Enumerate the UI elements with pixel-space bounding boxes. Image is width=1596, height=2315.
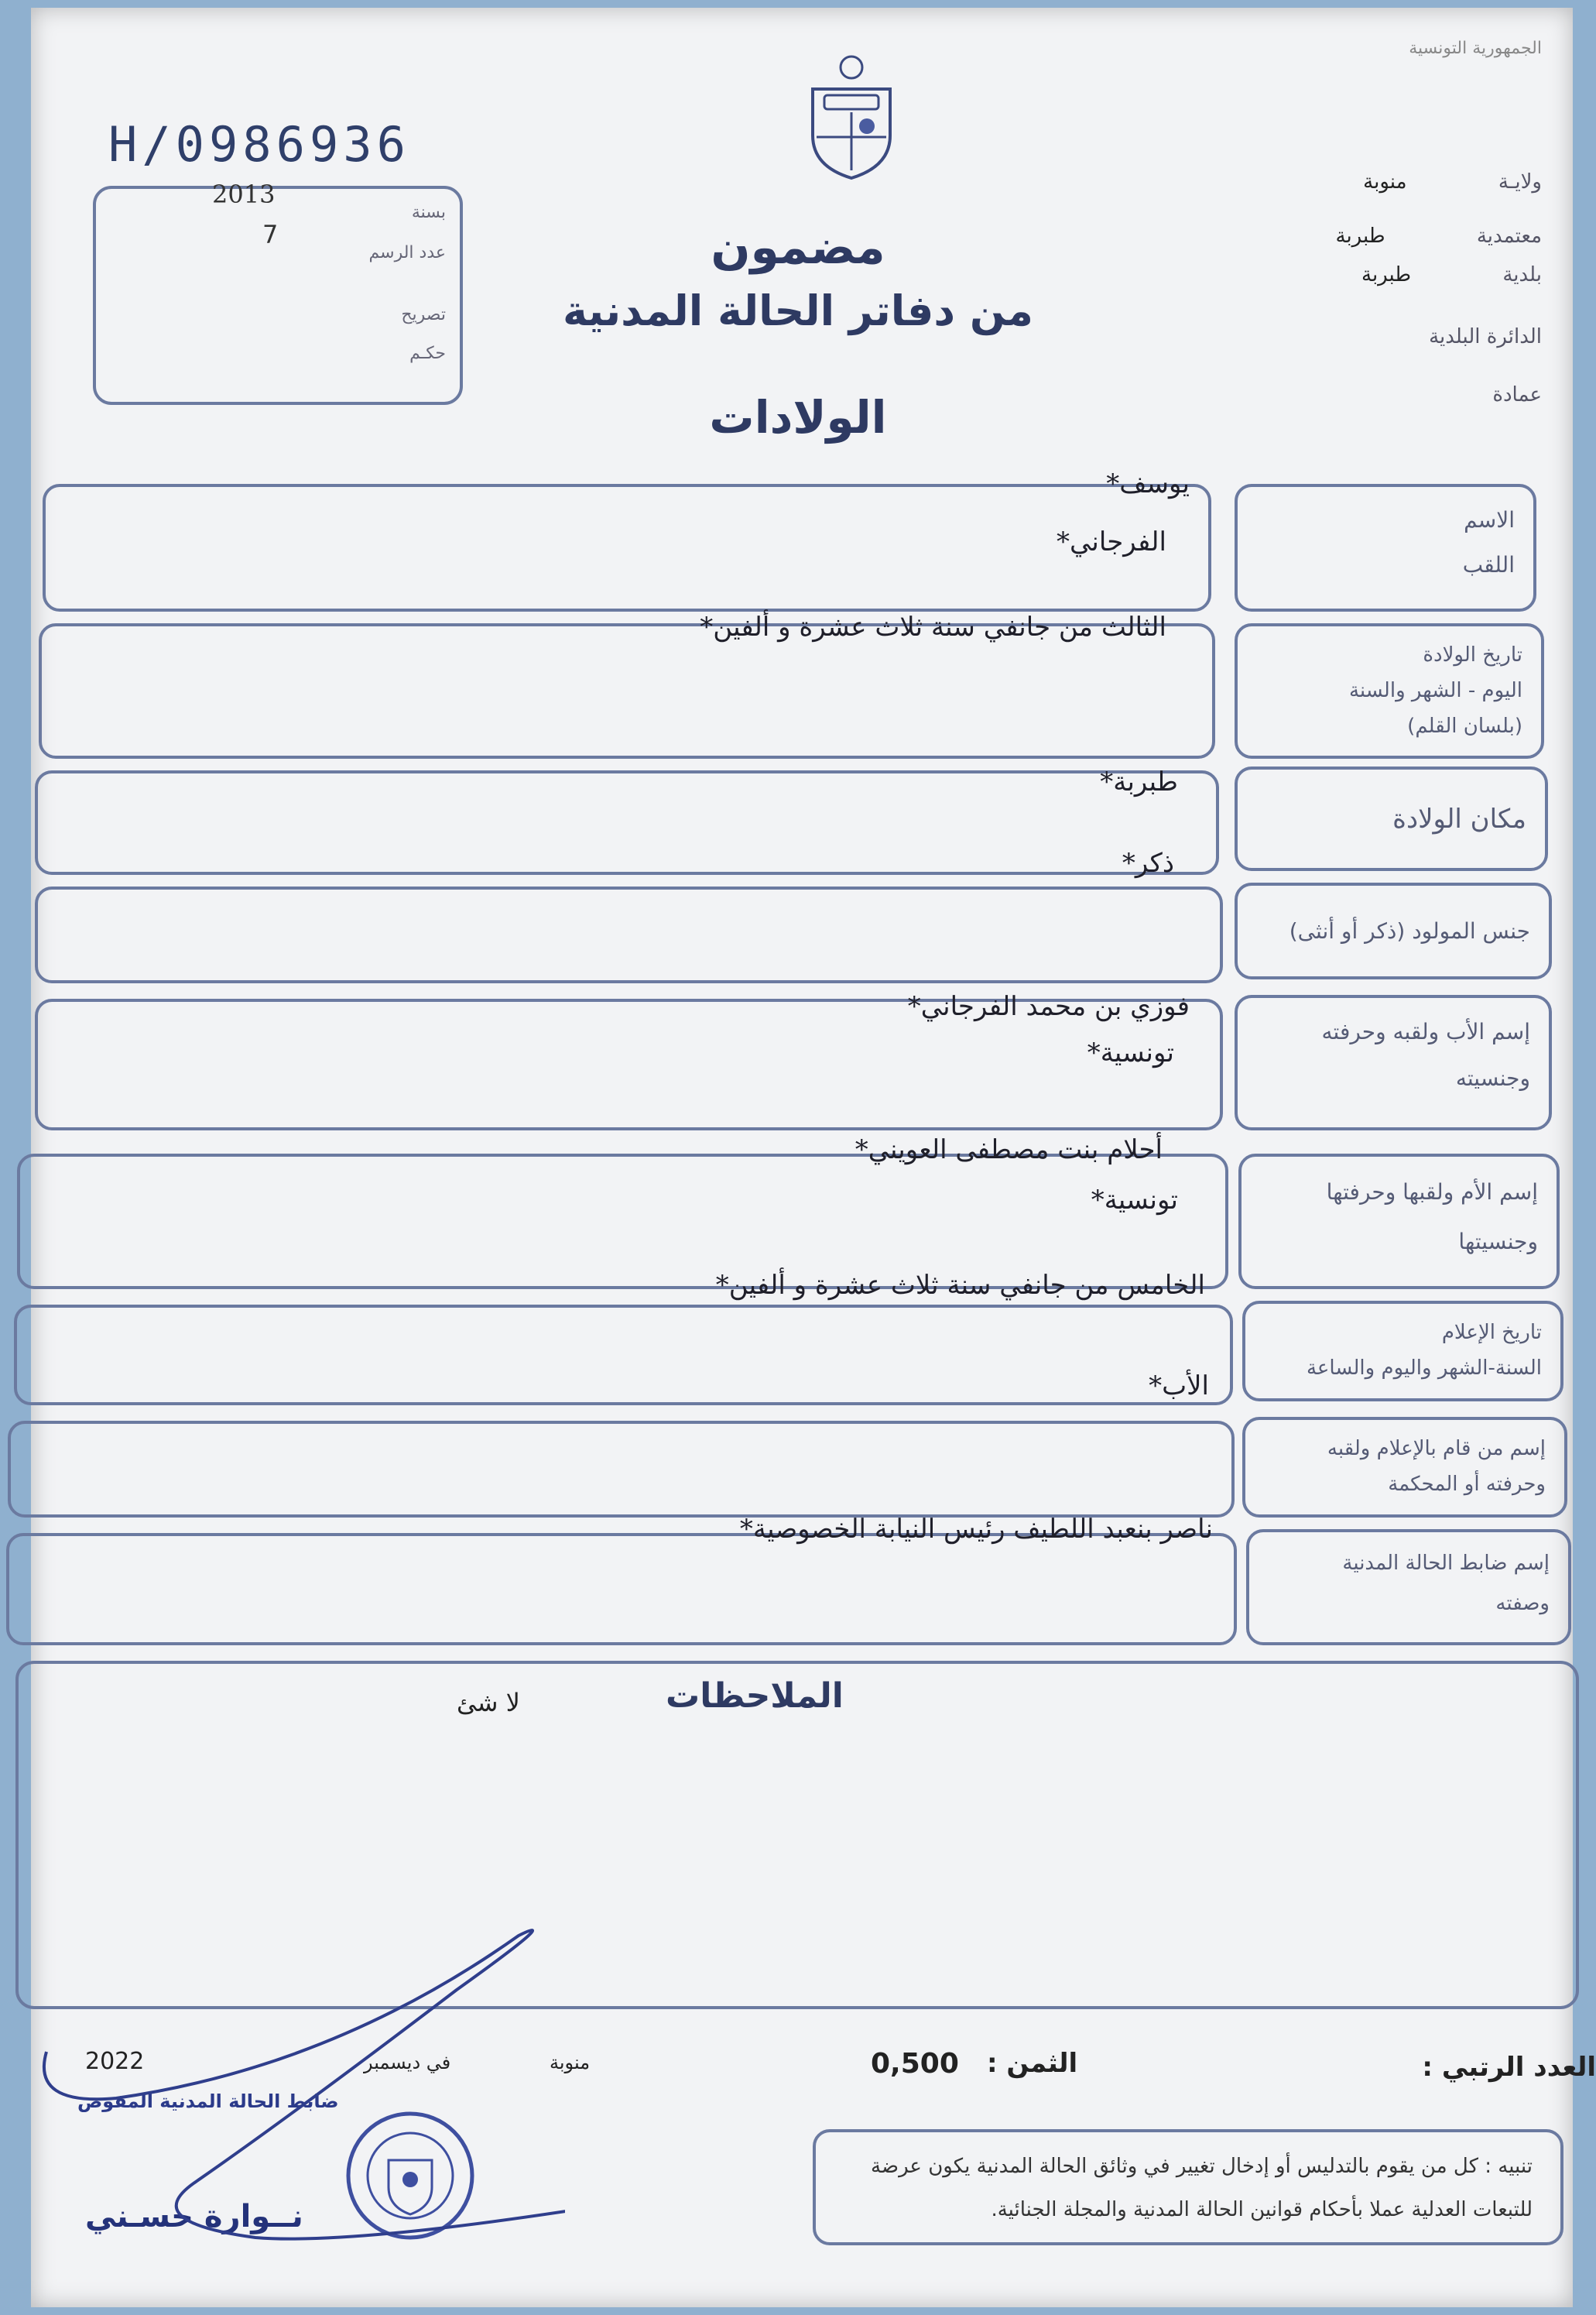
signature-scribble-icon xyxy=(23,1928,565,2253)
serial-label: العدد الرتبي : xyxy=(1422,2052,1596,2083)
label-sex: جنس المولود (ذكر أو أنثى) xyxy=(1289,918,1530,944)
governorate-row xyxy=(1363,170,1542,194)
value-box-declaration-date xyxy=(14,1305,1233,1405)
coat-of-arms-icon xyxy=(801,50,902,182)
label-mother: إسم الأم ولقبها وحرفتها xyxy=(1326,1179,1538,1205)
first-name-value: يوسف* xyxy=(1106,468,1190,499)
label-box-father xyxy=(1235,995,1552,1130)
warning-text: تنبيه : كل من يقوم بالتدليس أو إدخال تغيير في وثائق الحالة المدنية يكون عرضة للتبعات العدلية عملا بأحكام قوانين الحالة المدنية والمجلة الجنائية. xyxy=(871,2155,1533,2221)
births-title: الولادات xyxy=(709,391,887,444)
declaration-date-value: الخامس من جانفي سنة ثلاث عشرة و ألفين* xyxy=(715,1270,1205,1301)
label-declarant: إسم من قام بالإعلام ولقبه xyxy=(1327,1437,1546,1460)
label-box-birth-date xyxy=(1235,623,1544,759)
registers-title: من دفاتر الحالة المدنية xyxy=(563,286,1033,335)
registration-number: 7 xyxy=(262,220,279,249)
label-judgment: حكـم xyxy=(409,344,446,363)
price-label: الثمن : xyxy=(987,2048,1078,2079)
year-value: 2022 xyxy=(85,2048,145,2075)
value-box-name xyxy=(43,484,1211,612)
value-box-declarant xyxy=(8,1421,1235,1518)
label-officer: إسم ضابط الحالة المدنية xyxy=(1342,1552,1550,1575)
registration-year: 2013 xyxy=(212,180,276,209)
label-mother-nationality: وجنسيتها xyxy=(1458,1229,1538,1254)
value-box-mother xyxy=(17,1154,1228,1289)
label-birth-place: مكان الولادة xyxy=(1392,804,1526,835)
value-box-officer xyxy=(6,1533,1237,1645)
notes-value: لا شئ xyxy=(457,1688,520,1717)
label-declaration-date: تاريخ الإعلام xyxy=(1441,1321,1542,1344)
label-birth-date: تاريخ الولادة xyxy=(1423,643,1522,667)
birth-place-value: طبربة* xyxy=(1100,767,1178,797)
birth-date-value: الثالث من جانفي سنة ثلاث عشرة و ألفين* xyxy=(700,612,1166,643)
price-value: 0,500 xyxy=(871,2048,959,2080)
label-day-month-year: اليوم - الشهر والسنة xyxy=(1348,679,1522,702)
serial-number: H/0986936 xyxy=(108,116,410,173)
sex-value: ذكر* xyxy=(1122,848,1174,879)
label-box-sex xyxy=(1235,883,1552,979)
label-box-mother xyxy=(1238,1154,1560,1289)
sector-label: عمادة xyxy=(1492,383,1542,406)
last-name-value: الفرجاني* xyxy=(1057,526,1166,557)
value-box-birth-date xyxy=(39,623,1215,759)
label-last-name: اللقب xyxy=(1462,552,1515,578)
delegation-label: معتمدية xyxy=(1476,225,1542,248)
label-number: عدد الرسم xyxy=(368,243,446,262)
municipality-value: طبربة xyxy=(1361,263,1412,286)
governorate-label: ولايـة xyxy=(1498,170,1542,194)
mother-value: أحلام بنت مصطفى العويني* xyxy=(855,1134,1163,1165)
date-value: في ديسمبر xyxy=(364,2052,451,2073)
label-in-words: (بلسان القلم) xyxy=(1407,715,1522,738)
label-father-nationality: وجنسيته xyxy=(1455,1065,1530,1091)
signature-name: نــوارة حسـني xyxy=(85,2199,303,2234)
stamp-text: ضابط الحالة المدنية المفوض xyxy=(77,2090,339,2112)
label-year: بسنة xyxy=(411,203,446,222)
declarant-value: الأب* xyxy=(1149,1370,1209,1401)
label-declarant-occupation: وحرفته أو المحكمة xyxy=(1388,1473,1546,1496)
label-box-officer xyxy=(1246,1529,1571,1645)
value-box-sex xyxy=(35,887,1223,983)
label-box-declarant xyxy=(1242,1417,1567,1518)
father-value: فوزي بن محمد الفرجاني* xyxy=(907,991,1190,1022)
municipality-label: بلدية xyxy=(1502,263,1542,286)
place-value: منوبة xyxy=(550,2052,591,2073)
label-box-name xyxy=(1235,484,1536,612)
label-father: إسم الأب ولقبه وحرفته xyxy=(1321,1019,1530,1044)
notes-title: الملاحظات xyxy=(666,1676,844,1716)
mother-nationality-value: تونسية* xyxy=(1091,1185,1178,1216)
label-declaration: تصريح xyxy=(401,305,446,324)
governorate-value: منوبة xyxy=(1363,170,1407,194)
delegation-value: طبربة xyxy=(1335,225,1385,248)
label-declaration-datetime: السنة-الشهر واليوم والساعة xyxy=(1306,1356,1542,1380)
republic-title: الجمهورية التونسية xyxy=(1409,39,1542,58)
father-nationality-value: تونسية* xyxy=(1087,1037,1174,1068)
label-officer-title: وصفته xyxy=(1495,1592,1550,1615)
label-box-declaration-date xyxy=(1242,1301,1563,1401)
extract-title: مضمون xyxy=(711,221,885,275)
label-first-name: الاسم xyxy=(1464,507,1515,533)
officer-value: ناصر بنعبد اللطيف رئيس النيابة الخصوصية* xyxy=(739,1514,1213,1545)
label-box-birth-place xyxy=(1235,767,1548,871)
district-label: الدائرة البلدية xyxy=(1429,325,1542,348)
value-box-birth-place xyxy=(35,770,1219,875)
